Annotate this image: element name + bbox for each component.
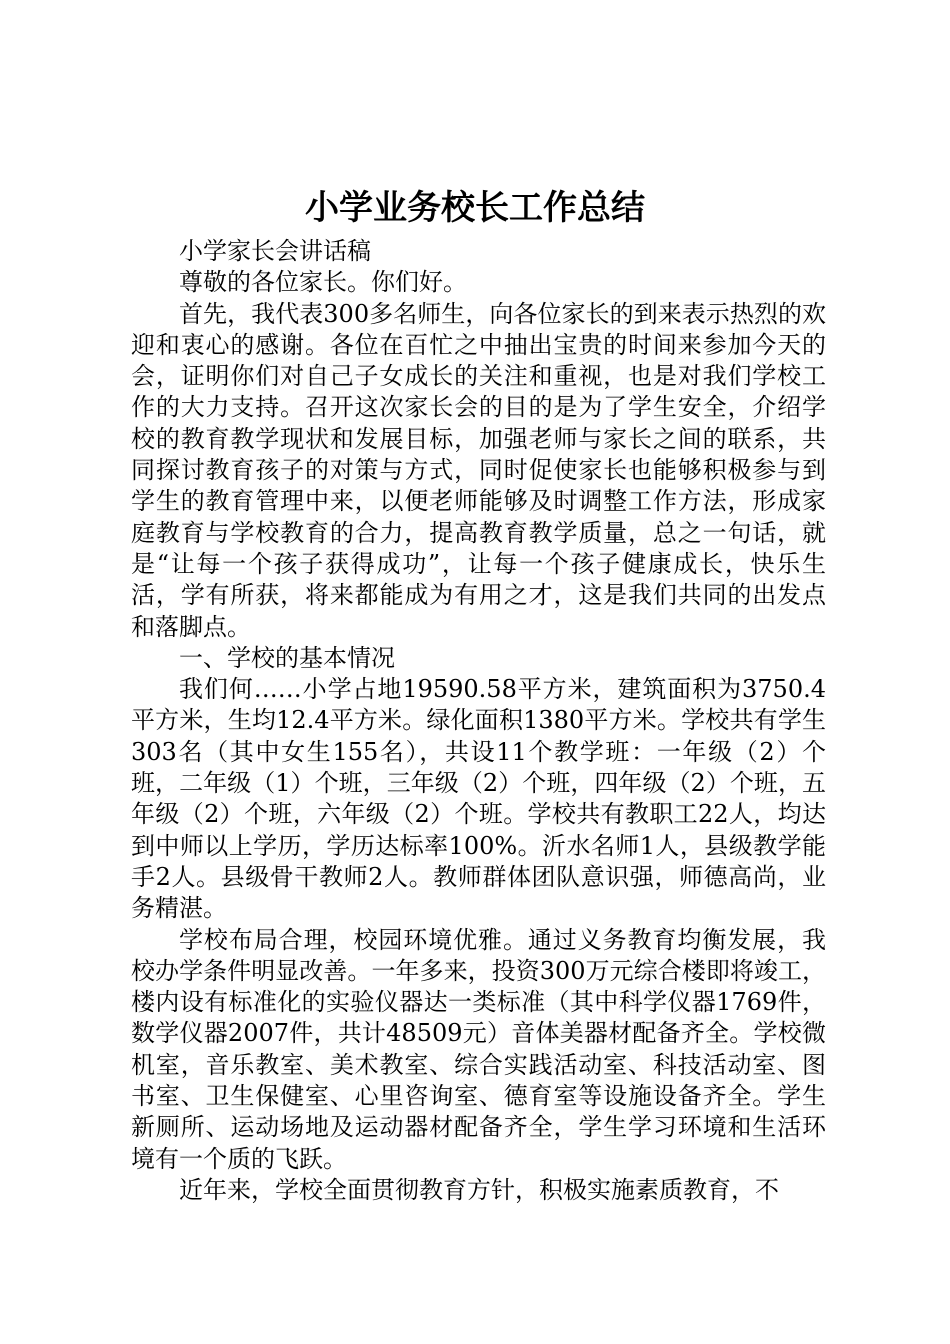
- recent-years-paragraph: 近年来，学校全面贯彻教育方针，积极实施素质教育，不: [179, 1175, 779, 1204]
- intro-paragraph: 首先，我代表300多名师生，向各位家长的到来表示热烈的欢迎和衷心的感谢。各位在百忙之中抽出宝贵的时间来参加今天的会，证明你们对自己子女成长的关注和重视，也是对我们学校工作的大力支持。召开这次家长会的目的是为了学生安全，介绍学校的教育教学现状和发展目标，加强老师与家长之间的联系，共同探讨教育孩子的对策与方式，同时促使家长也能够积极参与到学生的教育管理中来，以便老师能够及时调整工作方法，形成家庭教育与学校教育的合力，提高教育教学质量，总之一句话，就是“让每一个孩子获得成功”，让每一个孩子健康成长，快乐生活，学有所获，将来都能成为有用之才，这是我们共同的出发点和落脚点。: [131, 299, 826, 641]
- speech-heading: 小学家长会讲话稿: [179, 237, 371, 265]
- document-title: 小学业务校长工作总结: [305, 188, 645, 228]
- school-layout-paragraph: 学校布局合理，校园环境优雅。通过义务教育均衡发展，我校办学条件明显改善。一年多来，投资300万元综合楼即将竣工，楼内设有标准化的实验仪器达一类标准（其中科学仪器1769件，数学仪器2007件，共计48509元）音体美器材配备齐全。学校微机室，音乐教室、美术教室、综合实践活动室、科技活动室、图书室、卫生保健室、心里咨询室、德育室等设施设备齐全。学生新厕所、运动场地及运动器材配备齐全，学生学习环境和生活环境有一个质的飞跃。: [131, 925, 826, 1173]
- greeting-paragraph: 尊敬的各位家长。你们好。: [179, 268, 467, 297]
- school-info-paragraph: 我们何……小学占地19590.58平方米，建筑面积为3750.4平方米，生均12.4平方米。绿化面积1380平方米。学校共有学生303名（其中女生155名），共设11个教学班：一年级（2）个班，二年级（1）个班，三年级（2）个班，四年级（2）个班，五年级（2）个班，六年级（2）个班。学校共有教职工22人，均达到中师以上学历，学历达标率100%。沂水名师1人，县级教学能手2人。县级骨干教师2人。教师群体团队意识强，师德高尚，业务精湛。: [131, 675, 826, 923]
- document-body: [131, 236, 826, 1206]
- section-heading-basic-info: 一、学校的基本情况: [179, 643, 395, 672]
